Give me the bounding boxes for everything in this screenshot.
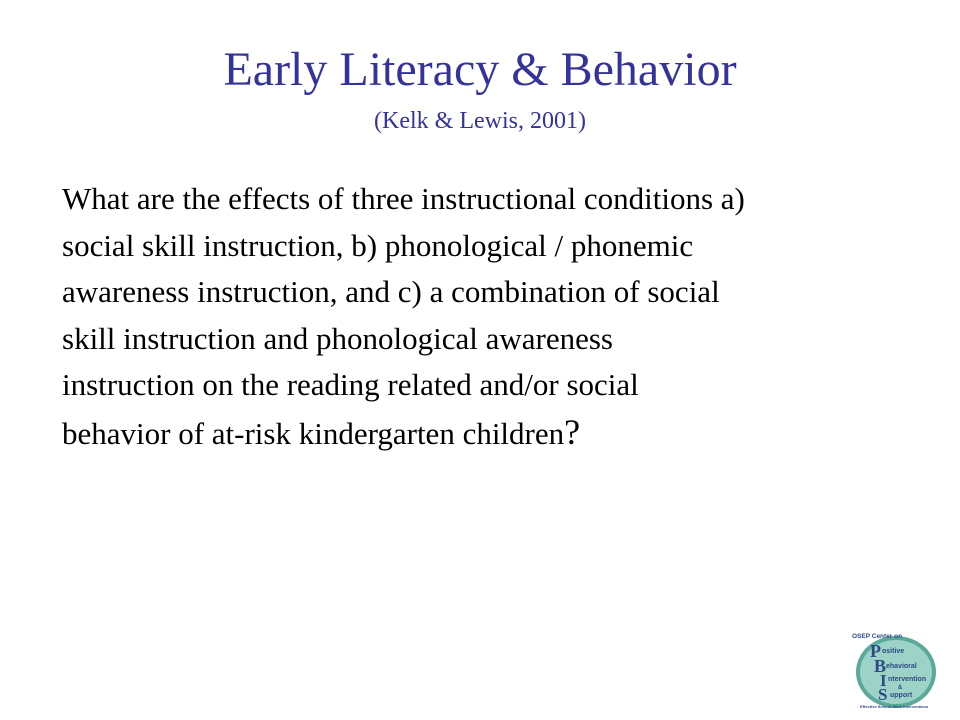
pbis-logo xyxy=(848,628,940,710)
logo-word-i: ntervention xyxy=(888,676,927,683)
slide-subtitle: (Kelk & Lewis, 2001) xyxy=(374,108,586,134)
logo-ampersand: & xyxy=(898,685,903,691)
body-line-1: What are the effects of three instructional conditions a) xyxy=(62,181,745,216)
logo-letter-i: I xyxy=(880,671,887,690)
logo-word-p: ositive xyxy=(882,648,905,655)
body-line-4: skill instruction and phonological awareness xyxy=(62,320,613,356)
body-line-2: social skill instruction, b) phonological / phonemic xyxy=(62,227,694,263)
body-line-6-text: behavior of at-risk kindergarten children xyxy=(62,415,565,451)
body-line-3: awareness instruction, and c) a combination of social xyxy=(62,274,720,309)
logo-header: OSEP Center on xyxy=(852,633,903,640)
logo-letter-b: B xyxy=(874,656,887,676)
logo-word-b: ehavioral xyxy=(886,663,917,670)
logo-letter-p: P xyxy=(870,641,881,661)
body-paragraph xyxy=(62,176,897,457)
logo-footer: Effective School-Wide Interventions xyxy=(860,704,929,709)
slide-title: Early Literacy & Behavior xyxy=(223,43,737,96)
logo-word-s: upport xyxy=(890,692,913,699)
question-mark: ? xyxy=(564,411,581,452)
body-line-6 xyxy=(62,409,897,458)
logo-letter-s: S xyxy=(878,685,888,704)
body-line-5: instruction on the reading related and/or social xyxy=(62,367,639,402)
